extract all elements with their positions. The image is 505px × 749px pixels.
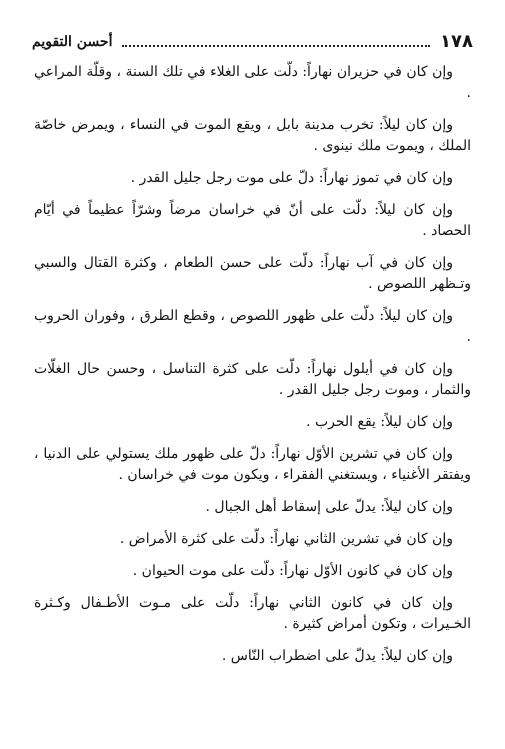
paragraph: وإن كان ليلاً: يدلّ على اضطراب النّاس .: [221, 648, 453, 664]
paragraph: وإن كان في كانون الأوّل نهاراً: دلّت على موت الحيوان .: [132, 563, 453, 579]
paragraph: وإن كان في حزيران نهاراً: دلّت على الغلاء في تلك السنة ، وقلّة المراعي .: [34, 64, 471, 101]
paragraph: وإن كان في تشرين الأوّل نهاراً: دلّ على ظهور ملك يستولي على الدنيا ، ويفتقر الأغنياء ، ويستغني الفقراء ، ويكون موت في خراسان .: [34, 446, 471, 483]
page-header: [32, 30, 473, 54]
paragraph: وإن كان في تشرين الثاني نهاراً: دلّت على كثرة الأمراض .: [119, 531, 453, 547]
paragraph: وإن كان ليلاً: دلّت على ظهور اللصوص ، وقطع الطرق ، وفوران الحروب .: [34, 308, 471, 345]
page-number: ١٧٨: [440, 31, 473, 52]
paragraph: وإن كان ليلاً: تخرب مدينة بابل ، ويقع الموت في النساء ، ويمرض خاصّة الملك ، ويموت ملك نينوى .: [34, 117, 471, 154]
paragraph: وإن كان ليلاً: يدلّ على إسقاط أهل الجبال .: [205, 499, 453, 515]
paragraph: وإن كان في كانون الثاني نهاراً: دلّت على مـوت الأطـفال وكـثرة الخـيرات ، وتكون أمراض كثيرة .: [34, 595, 471, 632]
paragraph: وإن كان ليلاً: دلّت على أنّ في خراسان مرضاً وشرّاً عظيماً في أيّام الحصاد .: [34, 202, 471, 239]
paragraph: وإن كان في تموز نهاراً: دلّ على موت رجل جليل القدر .: [130, 170, 453, 186]
running-title: أحسن التقويم: [32, 34, 113, 50]
paragraph: وإن كان في آب نهاراً: دلّت على حسن الطعام ، وكثرة القتال والسبي وتـظهر اللصوص .: [34, 255, 471, 292]
dotted-leader: [122, 45, 430, 47]
page-body: [34, 62, 471, 678]
paragraph: وإن كان في أيلول نهاراً: دلّت على كثرة التناسل ، وحسن حال الغلّات والثمار ، وموت رجل جليل القدر .: [34, 361, 471, 398]
paragraph: وإن كان ليلاً: يقع الحرب .: [306, 414, 453, 430]
